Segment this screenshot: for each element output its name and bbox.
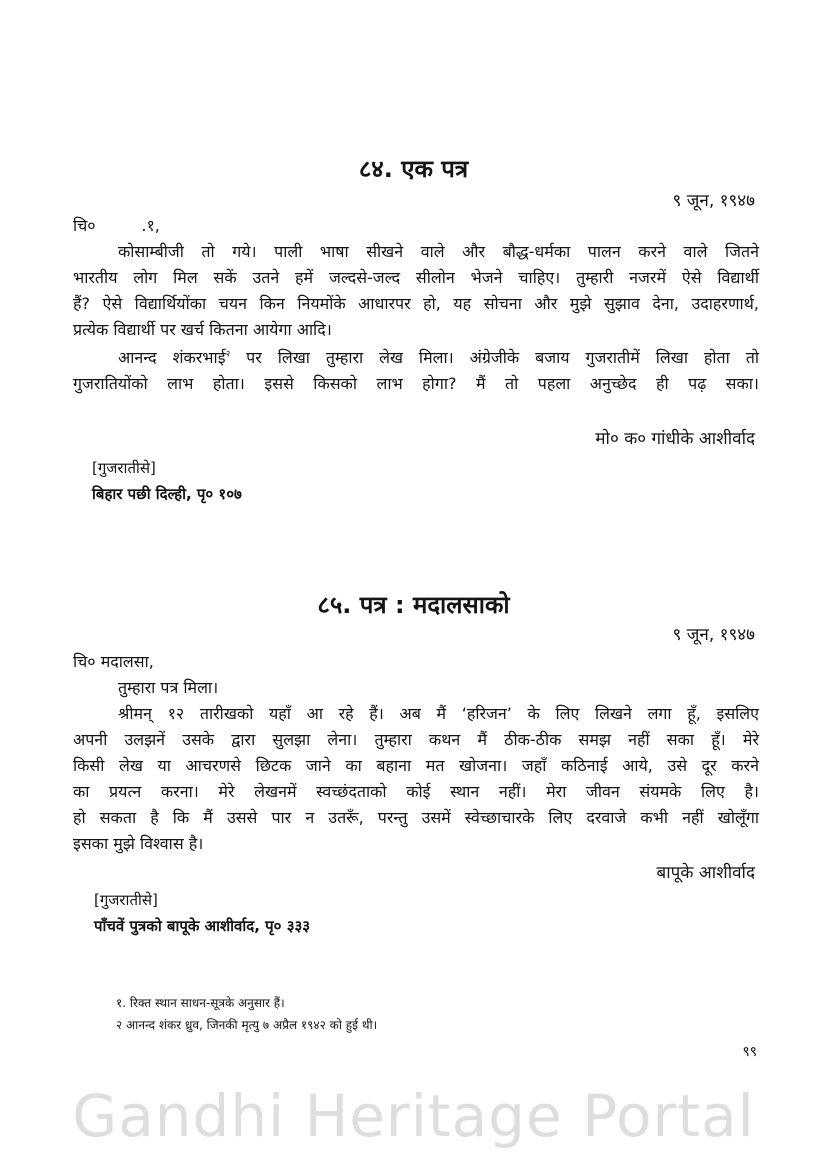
letter-85-para-line6: इसका मुझे विश्वास है। [73, 834, 204, 853]
letter-85-opening: तुम्हारा पत्र मिला। [118, 678, 219, 697]
letter-84-salutation: चि० .१, [73, 216, 160, 235]
letter-85-salutation: चि० मदालसा, [73, 652, 154, 671]
letter-84-source-reference: बिहार पछी दिल्ही, पृ० १०७ [92, 485, 242, 503]
letter-84-date: ९ जून, १९४७ [672, 191, 755, 211]
letter-84-title: ८४. एक पत्र [358, 155, 469, 183]
watermark: Gandhi Heritage Portal [72, 1082, 755, 1150]
letter-85-source-reference: पाँचवें पुत्रको बापूके आशीर्वाद, पृ० ३३३ [94, 917, 311, 935]
letter-85-source-language: [गुजरातीसे] [94, 891, 158, 909]
letter-84-para2-line2: गुजरातियोंको लाभ होता। इससे किसको लाभ होगा? मैं तो पहला अनुच्छेद ही पढ़ सका। [73, 374, 759, 393]
letter-85-para-line5: हो सकता है कि मैं उससे पार न उतरूँ, परन्तु उसमें स्वेच्छाचारके लिए दरवाजे कभी नहीं खोलूँगा [73, 808, 759, 827]
para2-text-a: आनन्द शंकरभाई [118, 348, 226, 367]
letter-84-para2-line1 [118, 346, 759, 368]
letter-84-para1-line3: हैं? ऐसे विद्यार्थियोंका चयन किन नियमोंके आधारपर हो, यह सोचना और मुझे सुझाव देना, उदाहरणार्थ, [73, 294, 759, 313]
letter-85-title: ८५. पत्र : मदालसाको [317, 591, 510, 619]
letter-85-para-line3: किसी लेख या आचरणसे छिटक जाने का बहाना मत खोजना। जहाँ कठिनाई आये, उसे दूर करने [73, 756, 759, 775]
letter-85-para-line2: अपनी उलझनें उसके द्वारा सुलझा लेना। तुम्हारा कथन मैं ठीक-ठीक समझ नहीं सका हूँ। मेरे [73, 730, 759, 749]
letter-84-source-language: [गुजरातीसे] [92, 459, 156, 477]
letter-85-para-line1: श्रीमन् १२ तारीखको यहाँ आ रहे हैं। अब मैं ‘हरिजन’ के लिए लिखने लगा हूँ, इसलिए [118, 704, 759, 723]
letter-84-para1-line2: भारतीय लोग मिल सकें उतने हमें जल्दसे-जल्द सीलोन भेजने चाहिए। तुम्हारी नजरमें ऐसे विद्यार्थी [73, 268, 759, 287]
footnote-2: २ आनन्द शंकर ध्रुव, जिनकी मृत्यु ७ अप्रैल १९४२ को हुई थी। [116, 1018, 378, 1032]
letter-85-para-line4: का प्रयत्न करना। मेरे लेखनमें स्वच्छंदताको कोई स्थान नहीं। मेरा जीवन संयमके लिए है। [73, 782, 759, 801]
para2-text-b: पर लिखा तुम्हारा लेख मिला। अंग्रेजीके बजाय गुजरातीमें लिखा होता तो [230, 348, 760, 367]
footnote-1: १. रिक्त स्थान साधन-सूत्रके अनुसार हैं। [116, 996, 285, 1010]
footnote-ref-2: २ [225, 349, 231, 360]
letter-85-date: ९ जून, १९४७ [672, 625, 755, 645]
letter-85-signature: बापूके आशीर्वाद [656, 863, 755, 883]
letter-84-para1-line4: प्रत्येक विद्यार्थी पर खर्च कितना आयेगा आदि। [73, 320, 332, 339]
letter-84-signature: मो० क० गांधीके आशीर्वाद [595, 429, 755, 449]
page-number: ९९ [742, 1044, 757, 1060]
letter-84-para1-line1: कोसाम्बीजी तो गये। पाली भाषा सीखने वाले और बौद्ध-धर्मका पालन करने वाले जितने [118, 242, 759, 261]
